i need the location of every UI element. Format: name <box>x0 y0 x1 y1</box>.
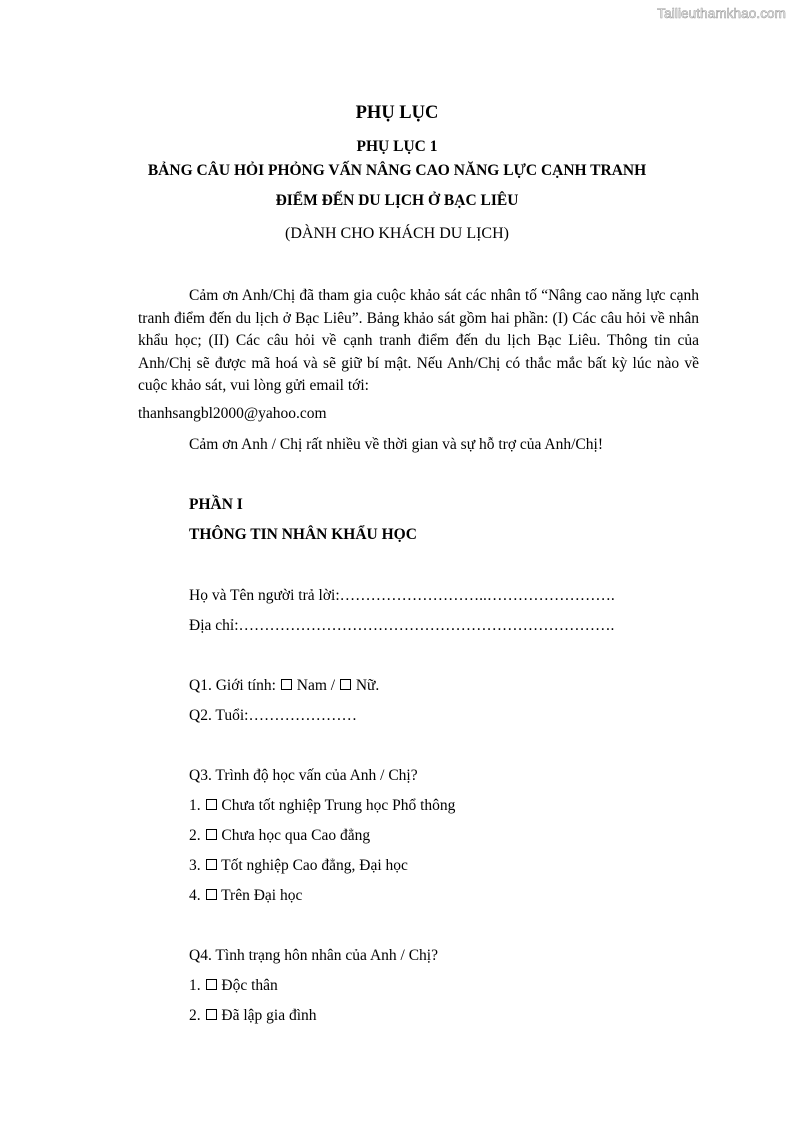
option-number: 3. <box>189 857 201 874</box>
male-checkbox[interactable] <box>281 679 292 690</box>
age-blank[interactable]: ………………… <box>248 707 357 724</box>
q3-option-4[interactable] <box>189 887 302 905</box>
q4-option-2[interactable] <box>189 1007 317 1025</box>
female-option-label: Nữ. <box>355 677 380 694</box>
q2-label: Q2. Tuổi: <box>189 707 249 724</box>
option-number: 4. <box>189 887 201 904</box>
option-number: 2. <box>189 827 201 844</box>
q2-age[interactable] <box>189 707 357 725</box>
option-label: Trên Đại học <box>221 887 303 904</box>
checkbox[interactable] <box>206 829 217 840</box>
option-label: Chưa tốt nghiệp Trung học Phổ thông <box>221 797 456 814</box>
appendix-title: PHỤ LỤC 1 <box>356 138 438 155</box>
option-label: Đã lập gia đình <box>221 1007 317 1024</box>
name-field[interactable] <box>189 587 615 605</box>
part-subheading: THÔNG TIN NHÂN KHẨU HỌC <box>189 526 417 543</box>
thanks-note: Cảm ơn Anh / Chị rất nhiều về thời gian và sự hỗ trợ của Anh/Chị! <box>189 436 603 453</box>
q1-gender <box>189 677 379 695</box>
name-label: Họ và Tên người trả lời: <box>189 587 340 604</box>
address-field[interactable] <box>189 617 614 635</box>
male-option-label: Nam / <box>296 677 336 694</box>
checkbox[interactable] <box>206 889 217 900</box>
option-label: Tốt nghiệp Cao đẳng, Đại học <box>221 857 408 874</box>
checkbox[interactable] <box>206 979 217 990</box>
watermark: Tailieuthamkhao.com <box>657 6 786 21</box>
address-blank[interactable]: ………………………………………………………………. <box>238 617 615 634</box>
survey-title-line2: ĐIỂM ĐẾN DU LỊCH Ở BẠC LIÊU <box>275 192 519 209</box>
address-label: Địa chỉ: <box>189 617 239 634</box>
option-label: Độc thân <box>221 977 278 994</box>
intro-paragraph: Cảm ơn Anh/Chị đã tham gia cuộc khảo sát các nhân tố “Nâng cao năng lực cạnh tranh điểm đến du lịch ở Bạc Liêu”. Bảng khảo sát gồm hai phần: (I) Các câu hỏi về nhân khẩu học; (II) Các câu hỏi về cạnh tranh điểm đến du lịch Bạc Liêu. Thông tin của Anh/Chị sẽ được mã hoá và sẽ giữ bí mật. Nếu Anh/Chị có thắc mắc bất kỳ lúc nào về cuộc khảo sát, vui lòng gửi email tới: <box>138 287 699 394</box>
q3-option-2[interactable] <box>189 827 370 845</box>
q4-option-1[interactable] <box>189 977 278 995</box>
checkbox[interactable] <box>206 859 217 870</box>
option-label: Chưa học qua Cao đẳng <box>221 827 371 844</box>
female-checkbox[interactable] <box>340 679 351 690</box>
q3-option-1[interactable] <box>189 797 455 815</box>
page-title: PHỤ LỤC <box>355 103 439 123</box>
option-number: 1. <box>189 977 201 994</box>
name-blank[interactable]: ………………………..……………………. <box>339 587 615 604</box>
q1-label: Q1. Giới tính: <box>189 677 276 694</box>
q3-option-3[interactable] <box>189 857 408 875</box>
option-number: 1. <box>189 797 201 814</box>
survey-title-line1: BẢNG CÂU HỎI PHỎNG VẤN NÂNG CAO NĂNG LỰC CẠNH TRANH <box>147 162 647 179</box>
option-number: 2. <box>189 1007 201 1024</box>
contact-email[interactable]: thanhsangbl2000@yahoo.com <box>138 405 327 422</box>
q3-question: Q3. Trình độ học vấn của Anh / Chị? <box>189 767 418 784</box>
part-heading: PHẦN I <box>189 496 243 513</box>
checkbox[interactable] <box>206 1009 217 1020</box>
audience-note: (DÀNH CHO KHÁCH DU LỊCH) <box>285 225 509 242</box>
checkbox[interactable] <box>206 799 217 810</box>
q4-question: Q4. Tình trạng hôn nhân của Anh / Chị? <box>189 947 438 964</box>
